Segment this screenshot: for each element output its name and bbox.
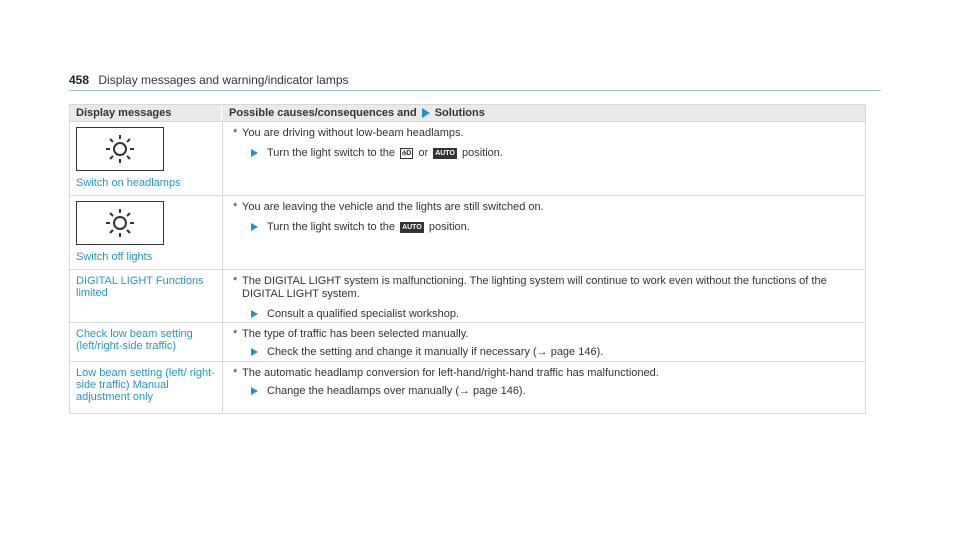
message-label: Switch off lights bbox=[76, 251, 153, 263]
table-row: Check low beam setting (left/right-side traffic) * The type of traffic has been selected manually. Check the setting and change it manually if necessary (→ page 146). bbox=[70, 322, 865, 361]
action-text: Change the headlamps over manually (→ page 146). bbox=[267, 385, 526, 397]
light-bulb-icon bbox=[105, 134, 135, 164]
page-number: 458 bbox=[69, 73, 90, 87]
auto-symbol: AUTO bbox=[402, 223, 422, 231]
message-label: Check low beam setting (left/right-side traffic) bbox=[70, 323, 223, 361]
table-row: DIGITAL LIGHT Functions limited * The DIGITAL LIGHT system is malfunctioning. The lighting system will continue to work even without the functions of the DIGITAL LIGHT system. Consult a qualified specialist workshop. bbox=[70, 269, 865, 322]
action-text: Check the setting and change it manually if necessary (→ page 146). bbox=[267, 346, 604, 358]
table-row: Low beam setting (left/ right-side traffic) Manual adjustment only * The automatic headlamp conversion for left-hand/right-hand traffic has malfunctioned. Change the headlamps over manually (→ page 146). bbox=[70, 361, 865, 413]
action-arrow-icon bbox=[251, 348, 258, 356]
action-text: Turn the light switch to the AUTO position. bbox=[267, 221, 470, 233]
light-bulb-icon bbox=[105, 208, 135, 238]
cause-text: The automatic headlamp conversion for left-hand/right-hand traffic has malfunctioned. bbox=[242, 367, 659, 379]
action-arrow-icon bbox=[251, 149, 258, 157]
action-arrow-icon bbox=[251, 387, 258, 395]
headlamp-warning-icon bbox=[76, 201, 164, 245]
action-text: Turn the light switch to the ⫛D or AUTO position. bbox=[267, 147, 503, 159]
col-solutions-label: Solutions bbox=[434, 107, 485, 119]
table-row: Switch on headlamps * You are driving without low-beam headlamps. Turn the light switch to the ⫛D or AUTO position. bbox=[70, 121, 865, 195]
page-title: Display messages and warning/indicator lamps bbox=[98, 73, 349, 87]
message-label: Switch on headlamps bbox=[76, 177, 181, 189]
low-beam-symbol: ⫛D bbox=[402, 149, 412, 157]
auto-symbol: AUTO bbox=[435, 149, 455, 157]
action-text: Consult a qualified specialist workshop. bbox=[267, 308, 459, 320]
col-causes-solutions bbox=[222, 105, 865, 121]
cause-text: You are driving without low-beam headlamps. bbox=[242, 127, 464, 139]
action-arrow-icon bbox=[251, 223, 258, 231]
message-label: DIGITAL LIGHT Functions limited bbox=[70, 270, 223, 322]
messages-table bbox=[69, 104, 866, 414]
arrow-right-icon bbox=[422, 108, 430, 118]
cause-text: The DIGITAL LIGHT system is malfunctioning. The lighting system will continue to work even without the functions of the DIGITAL LIGHT system. bbox=[242, 275, 827, 300]
action-arrow-icon bbox=[251, 310, 258, 318]
page-header bbox=[69, 74, 881, 91]
headlamp-warning-icon bbox=[76, 127, 164, 171]
col-display-messages: Display messages bbox=[70, 105, 222, 121]
cause-text: The type of traffic has been selected manually. bbox=[242, 328, 469, 340]
table-row: Switch off lights * You are leaving the vehicle and the lights are still switched on. Turn the light switch to the AUTO position. bbox=[70, 195, 865, 269]
table-header bbox=[70, 105, 865, 121]
message-label: Low beam setting (left/ right-side traffic) Manual adjustment only bbox=[70, 362, 223, 413]
cause-text: You are leaving the vehicle and the lights are still switched on. bbox=[242, 201, 544, 213]
col-causes-label: Possible causes/consequences and bbox=[229, 107, 417, 119]
